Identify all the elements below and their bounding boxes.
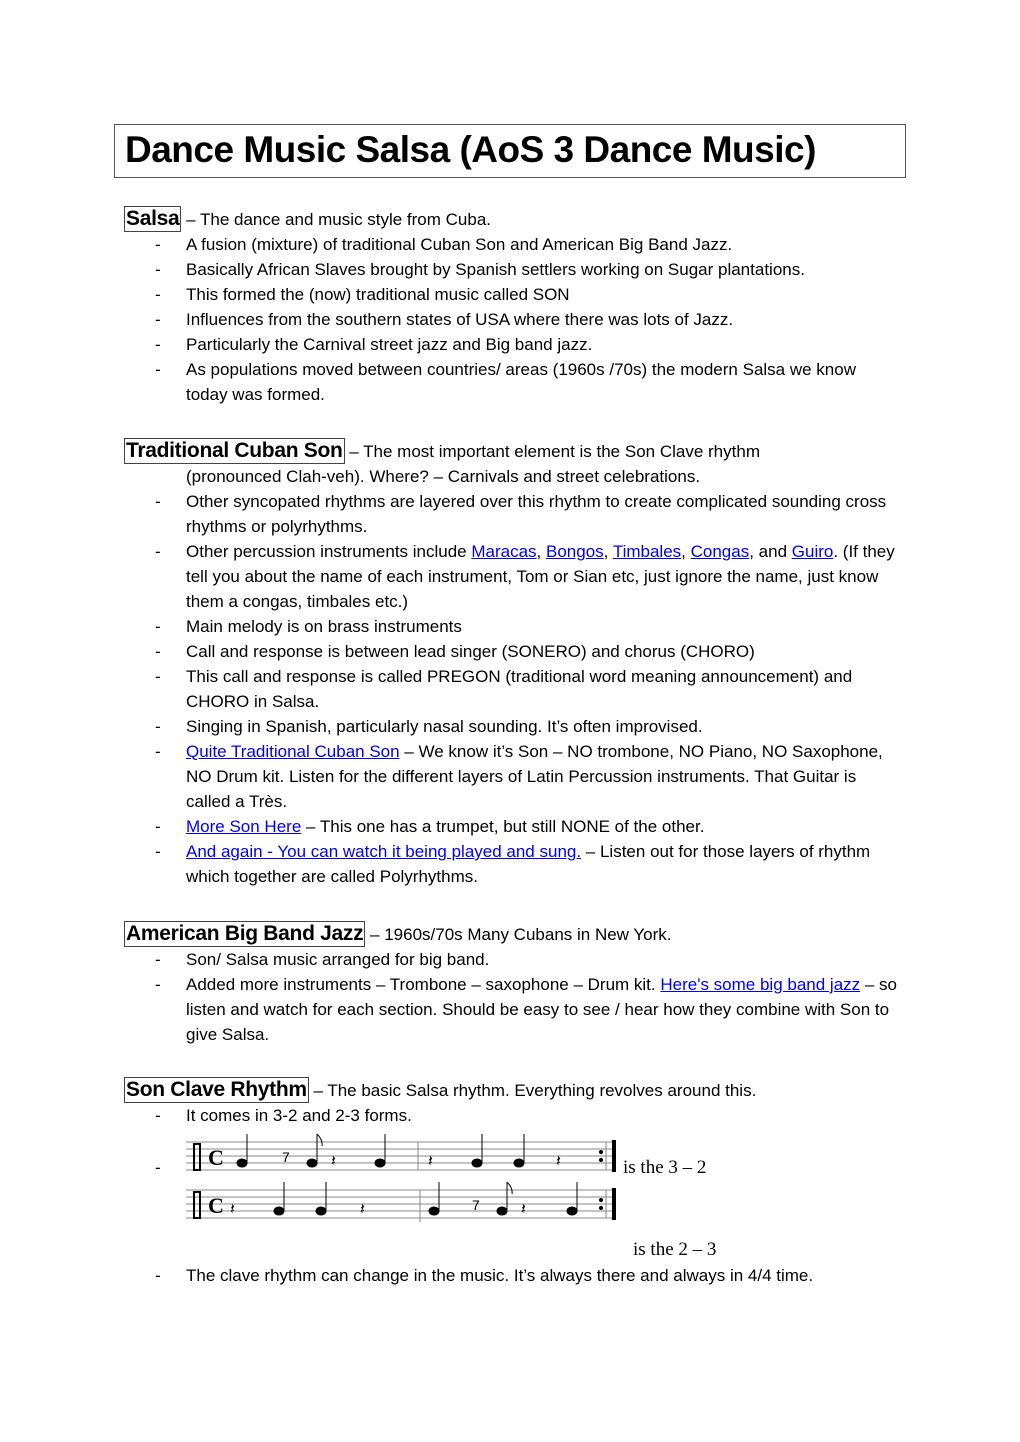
list-item <box>124 714 901 739</box>
clave-3-2-staff <box>186 1132 621 1180</box>
list-item <box>124 839 901 889</box>
list-item <box>124 489 901 539</box>
text-segment: Son/ Salsa music arranged for big band. <box>186 950 490 969</box>
bullet-dash: - <box>155 1158 161 1177</box>
intro-continuation: (pronounced Clah-veh). Where? – Carnivals and street celebrations. <box>186 467 701 486</box>
bullet-dash: - <box>155 742 161 761</box>
title-box <box>114 124 906 178</box>
list-item <box>124 664 901 714</box>
document-title: Dance Music Salsa (AoS 3 Dance Music) <box>125 129 816 170</box>
text-segment: Main melody is on brass instruments <box>186 617 462 636</box>
section-heading: American Big Band Jazz <box>126 922 364 945</box>
caption-3-2: is the 3 – 2 <box>623 1157 707 1178</box>
list-item <box>124 814 901 839</box>
svg-text:7: 7 <box>282 1149 290 1165</box>
list-item <box>124 639 901 664</box>
svg-text:C: C <box>208 1145 224 1170</box>
list-item <box>124 614 901 639</box>
text-segment: – so listen and watch for each section. Should be easy to see / hear how they combine with Son to give Salsa. <box>186 975 898 1044</box>
section-heading: Traditional Cuban Son <box>126 439 343 462</box>
list-item <box>124 947 901 972</box>
hyperlink[interactable]: Here's some big band jazz <box>660 975 861 994</box>
hyperlink[interactable]: More Son Here <box>186 817 302 836</box>
bullet-dash: - <box>155 360 161 379</box>
list-item <box>124 257 901 282</box>
section-heading: Salsa <box>126 207 180 230</box>
bullet-dash: - <box>155 817 161 836</box>
hyperlink[interactable]: And again - You can watch it being played and sung. <box>186 842 582 861</box>
text-segment: This formed the (now) traditional music called SON <box>186 285 570 304</box>
hyperlink[interactable]: Bongos <box>546 542 604 561</box>
svg-text:𝄽: 𝄽 <box>331 1153 336 1170</box>
svg-text:𝄽: 𝄽 <box>360 1201 365 1218</box>
bullet-dash: - <box>155 717 161 736</box>
list-item <box>124 739 901 814</box>
text-segment: Influences from the southern states of USA where there was lots of Jazz. <box>186 310 734 329</box>
text-segment: , <box>681 542 691 561</box>
bullet-dash: - <box>155 310 161 329</box>
list-item <box>124 1103 901 1128</box>
text-segment: – We know it’s Son – NO trombone, NO Piano, NO Saxophone, NO Drum kit. Listen for the different layers of Latin Percussion instruments. That Guitar is called a Très. <box>186 742 883 811</box>
text-segment: – The most important element is the Son Clave rhythm <box>344 442 760 461</box>
svg-text:C: C <box>208 1193 224 1218</box>
text-segment: , <box>536 542 546 561</box>
hyperlink[interactable]: Congas <box>690 542 750 561</box>
section-heading-line <box>124 206 904 232</box>
list-item <box>124 307 901 332</box>
text-segment: As populations moved between countries/ areas (1960s /70s) the modern Salsa we know today was formed. <box>186 360 856 404</box>
bullet-dash: - <box>155 975 161 994</box>
section-traditional-cuban-son <box>124 438 904 889</box>
text-segment: Basically African Slaves brought by Spanish settlers working on Sugar plantations. <box>186 260 805 279</box>
text-segment: This call and response is called PREGON (traditional word meaning announcement) and CHORO in Salsa. <box>186 667 853 711</box>
text-segment: Other percussion instruments include <box>186 542 472 561</box>
hyperlink[interactable]: Timbales <box>612 542 682 561</box>
text-segment: Particularly the Carnival street jazz and Big band jazz. <box>186 335 593 354</box>
bullet-dash: - <box>155 260 161 279</box>
bullet-dash: - <box>155 542 161 561</box>
svg-text:𝄽: 𝄽 <box>556 1153 561 1170</box>
text-segment: – 1960s/70s Many Cubans in New York. <box>365 925 672 944</box>
bullet-dash: - <box>155 335 161 354</box>
svg-text:𝄽: 𝄽 <box>230 1201 235 1218</box>
bullet-dash: - <box>155 842 161 861</box>
section-heading-line <box>124 921 904 947</box>
text-segment: Added more instruments – Trombone – saxophone – Drum kit. <box>186 975 661 994</box>
text-segment: – Listen out for those layers of rhythm which together are called Polyrhythms. <box>186 842 871 886</box>
svg-text:𝄽: 𝄽 <box>428 1153 433 1170</box>
bullet-dash: - <box>155 642 161 661</box>
text-segment: – The dance and music style from Cuba. <box>181 210 492 229</box>
clave-change-item <box>124 1263 904 1288</box>
section-heading: Son Clave Rhythm <box>126 1078 307 1101</box>
list-item <box>124 357 901 407</box>
list-item <box>124 282 901 307</box>
clave-2-3-staff <box>186 1180 621 1228</box>
text-segment: , <box>603 542 613 561</box>
section-heading-line <box>124 438 904 464</box>
text-segment: Call and response is between lead singer (SONERO) and chorus (CHORO) <box>186 642 755 661</box>
section-son-clave-rhythm <box>124 1077 904 1128</box>
hyperlink[interactable]: Guiro <box>791 542 834 561</box>
text-segment: Singing in Spanish, particularly nasal sounding. It’s often improvised. <box>186 717 703 736</box>
bullet-dash: - <box>155 617 161 636</box>
bullet-dash: - <box>155 950 161 969</box>
list-item <box>124 232 901 257</box>
text-segment: . (If they tell you about the name of each instrument, Tom or Sian etc, just ignore the name, just know them a congas, timbales etc.) <box>186 542 895 611</box>
item-text: The clave rhythm can change in the music. It’s always there and always in 4/4 time. <box>186 1266 814 1285</box>
bullet-dash: - <box>155 667 161 686</box>
text-segment: Other syncopated rhythms are layered over this rhythm to create complicated sounding cross rhythms or polyrhythms. <box>186 492 887 536</box>
list-item <box>124 539 901 614</box>
text-segment: A fusion (mixture) of traditional Cuban Son and American Big Band Jazz. <box>186 235 733 254</box>
section-salsa <box>124 206 904 407</box>
svg-text:7: 7 <box>472 1197 480 1213</box>
bullet-dash: - <box>155 285 161 304</box>
hyperlink[interactable]: Quite Traditional Cuban Son <box>186 742 400 761</box>
list-item <box>124 332 901 357</box>
svg-text:𝄽: 𝄽 <box>521 1201 526 1218</box>
bullet-dash: - <box>155 492 161 511</box>
text-segment: – This one has a trumpet, but still NONE of the other. <box>301 817 705 836</box>
caption-2-3: is the 2 – 3 <box>633 1239 717 1260</box>
bullet-dash: - <box>155 235 161 254</box>
bullet-dash: - <box>155 1266 161 1285</box>
list-item <box>124 972 901 1047</box>
text-segment: , and <box>749 542 792 561</box>
bullet-dash: - <box>155 1106 161 1125</box>
hyperlink[interactable]: Maracas <box>471 542 537 561</box>
section-heading-line <box>124 1077 904 1103</box>
text-segment: – The basic Salsa rhythm. Everything revolves around this. <box>308 1081 757 1100</box>
text-segment: It comes in 3-2 and 2-3 forms. <box>186 1106 412 1125</box>
section-american-big-band-jazz <box>124 921 904 1047</box>
